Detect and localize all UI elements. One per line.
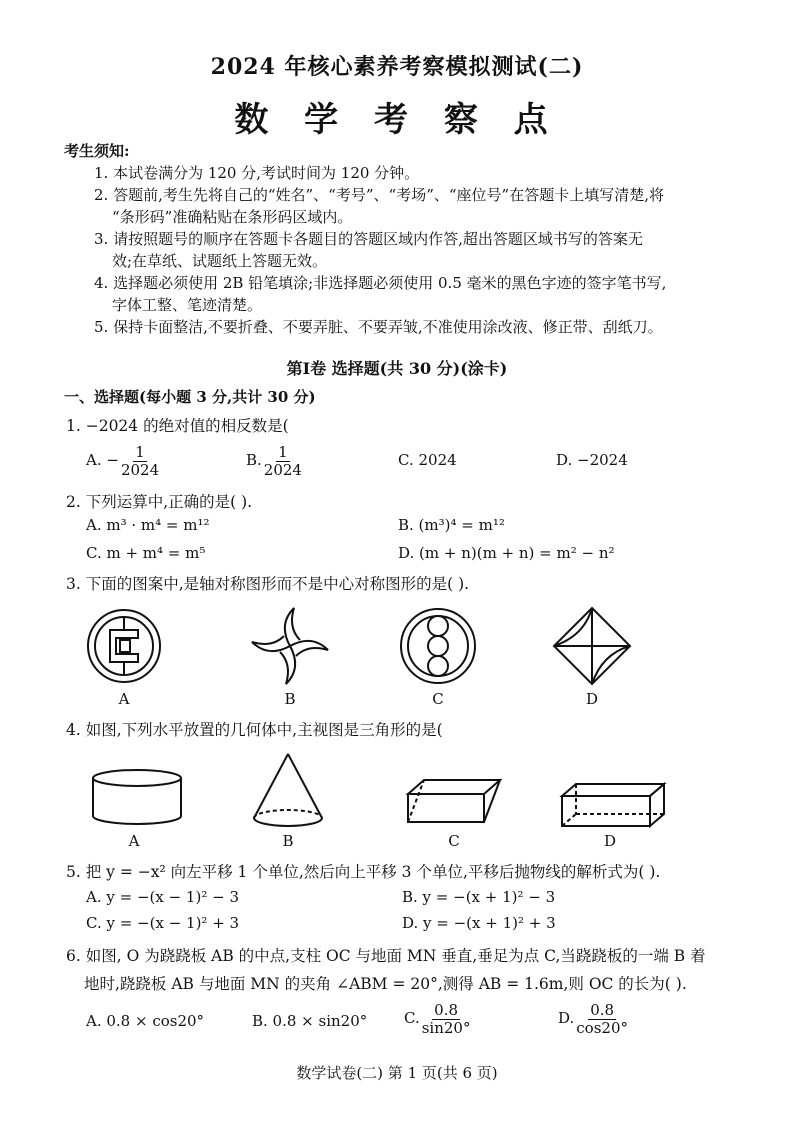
notice-item-2-cont: “条形码”准确粘贴在条形码区域内。 [112, 208, 353, 226]
q1-option-a [86, 444, 161, 478]
q4-label-d: D [603, 832, 617, 850]
q1-option-a-label: A. − [86, 451, 119, 469]
q5-option-d: D. y = −(x + 1)² + 3 [402, 914, 556, 932]
exam-title: 2024 年核心素养考察模拟测试(二) [210, 54, 584, 80]
notice-item-4: 4. 选择题必须使用 2B 铅笔填涂;非选择题必须使用 0.5 毫米的黑色字迹的签字笔书写, [94, 274, 667, 292]
notice-item-2: 2. 答题前,考生先将自己的“姓名”、“考号”、“考场”、“座位号”在答题卡上填写清楚,将 [94, 186, 664, 204]
q2-option-b: B. (m³)⁴ = m¹² [398, 516, 505, 534]
q1-option-b-label: B. [246, 451, 262, 469]
q5-stem: 5. 把 y = −x² 向左平移 1 个单位,然后向上平移 3 个单位,平移后抛物线的解析式为( ). [66, 863, 661, 881]
q1-b-numerator: 1 [278, 443, 288, 461]
q2-option-d: D. (m + n)(m + n) = m² − n² [398, 544, 615, 562]
q6-option-c-label: C. [404, 1009, 420, 1027]
q6-d-numerator: 0.8 [590, 1001, 615, 1019]
q6-d-denominator: cos20° [576, 1018, 628, 1037]
q6-option-c-fraction [420, 1002, 473, 1036]
q3-stem: 3. 下面的图案中,是轴对称图形而不是中心对称图形的是( ). [66, 575, 470, 593]
notice-item-5: 5. 保持卡面整洁,不要折叠、不要弄脏、不要弄皱,不准使用涂改液、修正带、刮纸刀。 [94, 318, 663, 336]
notice-item-3-cont: 效;在草纸、试题纸上答题无效。 [112, 252, 328, 270]
part-heading: 一、选择题(每小题 3 分,共计 30 分) [64, 388, 316, 406]
q3-label-a: A [118, 690, 130, 708]
q4-figure-d-box [560, 782, 666, 828]
q2-stem: 2. 下列运算中,正确的是( ). [66, 493, 253, 511]
q4-figure-b-cone [250, 752, 326, 830]
section-title: 第Ⅰ卷 选择题(共 30 分)(涂卡) [286, 359, 508, 378]
q2-option-c: C. m + m⁴ = m⁵ [86, 544, 206, 562]
q4-label-b: B [282, 832, 294, 850]
q4-label-c: C [448, 832, 460, 850]
q5-option-a: A. y = −(x − 1)² − 3 [86, 888, 239, 906]
q6-option-d-fraction [574, 1002, 630, 1036]
q5-option-c: C. y = −(x − 1)² + 3 [86, 914, 240, 932]
q2-option-a: A. m³ · m⁴ = m¹² [86, 516, 210, 534]
q4-figure-a-cylinder [90, 768, 184, 828]
q4-label-a: A [128, 832, 140, 850]
q6-stem-line1: 6. 如图, O 为跷跷板 AB 的中点,支柱 OC 与地面 MN 垂直,垂足为点 C,当跷跷板的一端 B 着 [66, 947, 706, 965]
q3-label-d: D [585, 690, 599, 708]
q1-option-b-fraction [262, 444, 304, 478]
notice-item-3: 3. 请按照题号的顺序在答题卡各题目的答题区域内作答,超出答题区域书写的答案无 [94, 230, 643, 248]
q6-c-denominator: sin20° [421, 1018, 471, 1037]
q5-option-b: B. y = −(x + 1)² − 3 [402, 888, 556, 906]
q1-option-b [246, 444, 304, 478]
q6-c-numerator: 0.8 [434, 1001, 459, 1019]
q6-option-d-label: D. [558, 1009, 575, 1027]
q6-stem-line2: 地时,跷跷板 AB 与地面 MN 的夹角 ∠ABM = 20°,测得 AB = 1.6m,则 OC 的长为( ). [84, 975, 687, 993]
q3-figure-b-pinwheel [248, 604, 332, 688]
q3-figure-a-coin [86, 608, 162, 684]
q1-a-numerator: 1 [135, 443, 145, 461]
notice-item-4-cont: 字体工整、笔迹清楚。 [112, 296, 263, 314]
q1-b-denominator: 2024 [263, 460, 302, 479]
q1-option-a-fraction [119, 444, 161, 478]
notice-item-1: 1. 本试卷满分为 120 分,考试时间为 120 分钟。 [94, 164, 420, 182]
q3-label-b: B [284, 690, 296, 708]
q6-option-a: A. 0.8 × cos20° [86, 1012, 205, 1030]
exam-subject: 数 学 考 察 点 [234, 100, 560, 140]
q1-option-d: D. −2024 [556, 451, 628, 469]
q4-figure-c-prism [406, 776, 502, 826]
q1-stem: 1. −2024 的绝对值的相反数是( [66, 417, 289, 435]
q3-figure-d-diamond [552, 606, 632, 686]
q1-option-c: C. 2024 [398, 451, 457, 469]
notice-heading: 考生须知: [64, 142, 130, 160]
q6-option-c [404, 1002, 472, 1036]
q1-a-denominator: 2024 [120, 460, 160, 479]
q3-figure-c-circles [398, 606, 478, 686]
q4-stem: 4. 如图,下列水平放置的几何体中,主视图是三角形的是( [66, 721, 443, 739]
q6-option-d [558, 1002, 630, 1036]
page-footer: 数学试卷(二) 第 1 页(共 6 页) [296, 1064, 498, 1082]
q6-option-b: B. 0.8 × sin20° [252, 1012, 368, 1030]
q3-label-c: C [432, 690, 444, 708]
